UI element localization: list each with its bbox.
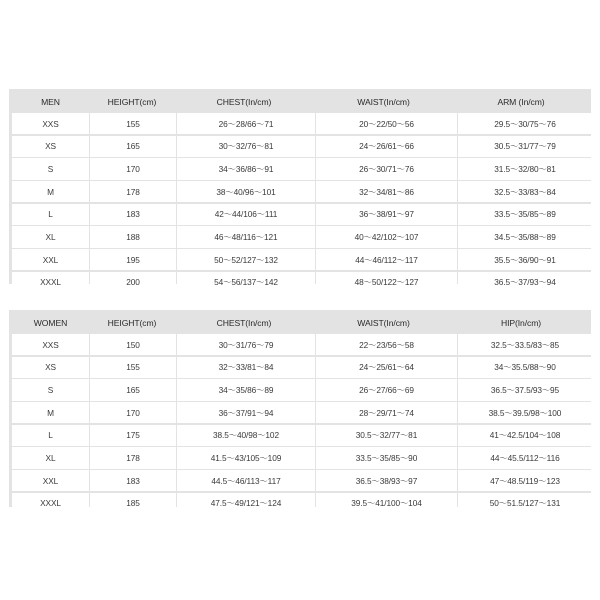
header-cell: ARM (In/cm) (497, 96, 545, 107)
table-row (12, 469, 588, 492)
table-cell: L (12, 204, 89, 225)
table-cell: 178 (90, 447, 176, 468)
table-cell: 36～37/91～94 (177, 402, 315, 423)
table-cell: XS (12, 357, 89, 378)
table-cell: 178 (90, 181, 176, 202)
table-cell: 32.5～33/83～84 (458, 181, 592, 202)
table-cell: 30～32/76～81 (177, 136, 315, 157)
table-cell: XXL (12, 249, 89, 270)
table-cell: 36.5～37/93～94 (458, 272, 592, 293)
table-cell: XL (12, 447, 89, 468)
table-cell: 46～48/116～121 (177, 226, 315, 247)
table-cell: 22～23/56～58 (316, 334, 457, 355)
table-cell: XXS (12, 113, 89, 134)
table-cell: 183 (90, 204, 176, 225)
table-row (12, 203, 588, 226)
table-cell: 34～35.5/88～90 (458, 357, 592, 378)
table-cell: 24～26/61～66 (316, 136, 457, 157)
table-cell: 41～42.5/104～108 (458, 425, 592, 446)
table-cell: 30.5～32/77～81 (316, 425, 457, 446)
table-row (12, 492, 588, 515)
table-cell: XXXL (12, 272, 89, 293)
table-row (12, 333, 588, 356)
table-cell: 36～38/91～97 (316, 204, 457, 225)
table-cell: 30～31/76～79 (177, 334, 315, 355)
table-row (12, 401, 588, 424)
header-cell: MEN (41, 96, 60, 107)
table-cell: 39.5～41/100～104 (316, 493, 457, 514)
table-row (12, 424, 588, 447)
table-cell: 32～34/81～86 (316, 181, 457, 202)
table-row (12, 225, 588, 248)
table-cell: L (12, 425, 89, 446)
table-cell: 54～56/137～142 (177, 272, 315, 293)
table-cell: 34.5～35/88～89 (458, 226, 592, 247)
table-row (12, 271, 588, 294)
table-cell: 170 (90, 402, 176, 423)
table-cell: 183 (90, 470, 176, 491)
table-cell: 29.5～30/75～76 (458, 113, 592, 134)
table-cell: XS (12, 136, 89, 157)
table-cell: 32.5～33.5/83～85 (458, 334, 592, 355)
table-cell: 26～30/71～76 (316, 158, 457, 179)
table-cell: 47.5～49/121～124 (177, 493, 315, 514)
table-row (12, 248, 588, 271)
header-cell: HIP(In/cm) (500, 317, 542, 328)
table-cell: 20～22/50～56 (316, 113, 457, 134)
table-cell: 188 (90, 226, 176, 247)
table-cell: 34～35/86～89 (177, 379, 315, 400)
table-cell: 195 (90, 249, 176, 270)
table-row (12, 112, 588, 135)
table-cell: 48～50/122～127 (316, 272, 457, 293)
table-cell: 26～28/66～71 (177, 113, 315, 134)
table-cell: 42～44/106～111 (177, 204, 315, 225)
table-cell: 30.5～31/77～79 (458, 136, 592, 157)
header-cell: CHEST(In/cm) (216, 96, 272, 107)
women-size-table (9, 310, 591, 507)
table-cell: XXXL (12, 493, 89, 514)
table-cell: 32～33/81～84 (177, 357, 315, 378)
table-cell: 155 (90, 113, 176, 134)
header-cell: CHEST(In/cm) (216, 317, 272, 328)
table-cell: 44.5～46/113～117 (177, 470, 315, 491)
table-cell: 33.5～35/85～89 (458, 204, 592, 225)
header-cell: WAIST(In/cm) (357, 96, 410, 107)
table-cell: 47～48.5/119～123 (458, 470, 592, 491)
header-cell: WAIST(In/cm) (357, 317, 410, 328)
table-cell: 50～52/127～132 (177, 249, 315, 270)
men-size-table (9, 89, 591, 288)
table-cell: 35.5～36/90～91 (458, 249, 592, 270)
table-cell: M (12, 402, 89, 423)
table-cell: 38～40/96～101 (177, 181, 315, 202)
table-header-row (12, 312, 588, 333)
table-cell: 38.5～40/98～102 (177, 425, 315, 446)
table-cell: 36.5～37.5/93～95 (458, 379, 592, 400)
table-cell: 38.5～39.5/98～100 (458, 402, 592, 423)
table-row (12, 378, 588, 401)
table-cell: 34～36/86～91 (177, 158, 315, 179)
table-cell: 41.5～43/105～109 (177, 447, 315, 468)
table-cell: 31.5～32/80～81 (458, 158, 592, 179)
table-row (12, 446, 588, 469)
table-cell: 33.5～35/85～90 (316, 447, 457, 468)
table-row (12, 157, 588, 180)
header-cell: WOMEN (33, 317, 68, 328)
table-cell: S (12, 158, 89, 179)
table-cell: 44～45.5/112～116 (458, 447, 592, 468)
table-cell: 155 (90, 357, 176, 378)
table-cell: 170 (90, 158, 176, 179)
table-cell: 150 (90, 334, 176, 355)
table-cell: 185 (90, 493, 176, 514)
table-cell: 165 (90, 379, 176, 400)
header-cell: HEIGHT(cm) (107, 317, 157, 328)
table-cell: 200 (90, 272, 176, 293)
table-cell: XXS (12, 334, 89, 355)
table-cell: M (12, 181, 89, 202)
table-cell: 24～25/61～64 (316, 357, 457, 378)
table-row (12, 180, 588, 203)
table-cell: 26～27/66～69 (316, 379, 457, 400)
table-cell: 36.5～38/93～97 (316, 470, 457, 491)
table-cell: S (12, 379, 89, 400)
table-cell: 165 (90, 136, 176, 157)
table-cell: 28～29/71～74 (316, 402, 457, 423)
header-cell: HEIGHT(cm) (107, 96, 157, 107)
table-row (12, 135, 588, 158)
table-row (12, 356, 588, 379)
table-cell: XL (12, 226, 89, 247)
table-cell: XXL (12, 470, 89, 491)
table-cell: 175 (90, 425, 176, 446)
table-cell: 40～42/102～107 (316, 226, 457, 247)
table-header-row (12, 91, 588, 112)
table-cell: 44～46/112～117 (316, 249, 457, 270)
table-cell: 50～51.5/127～131 (458, 493, 592, 514)
